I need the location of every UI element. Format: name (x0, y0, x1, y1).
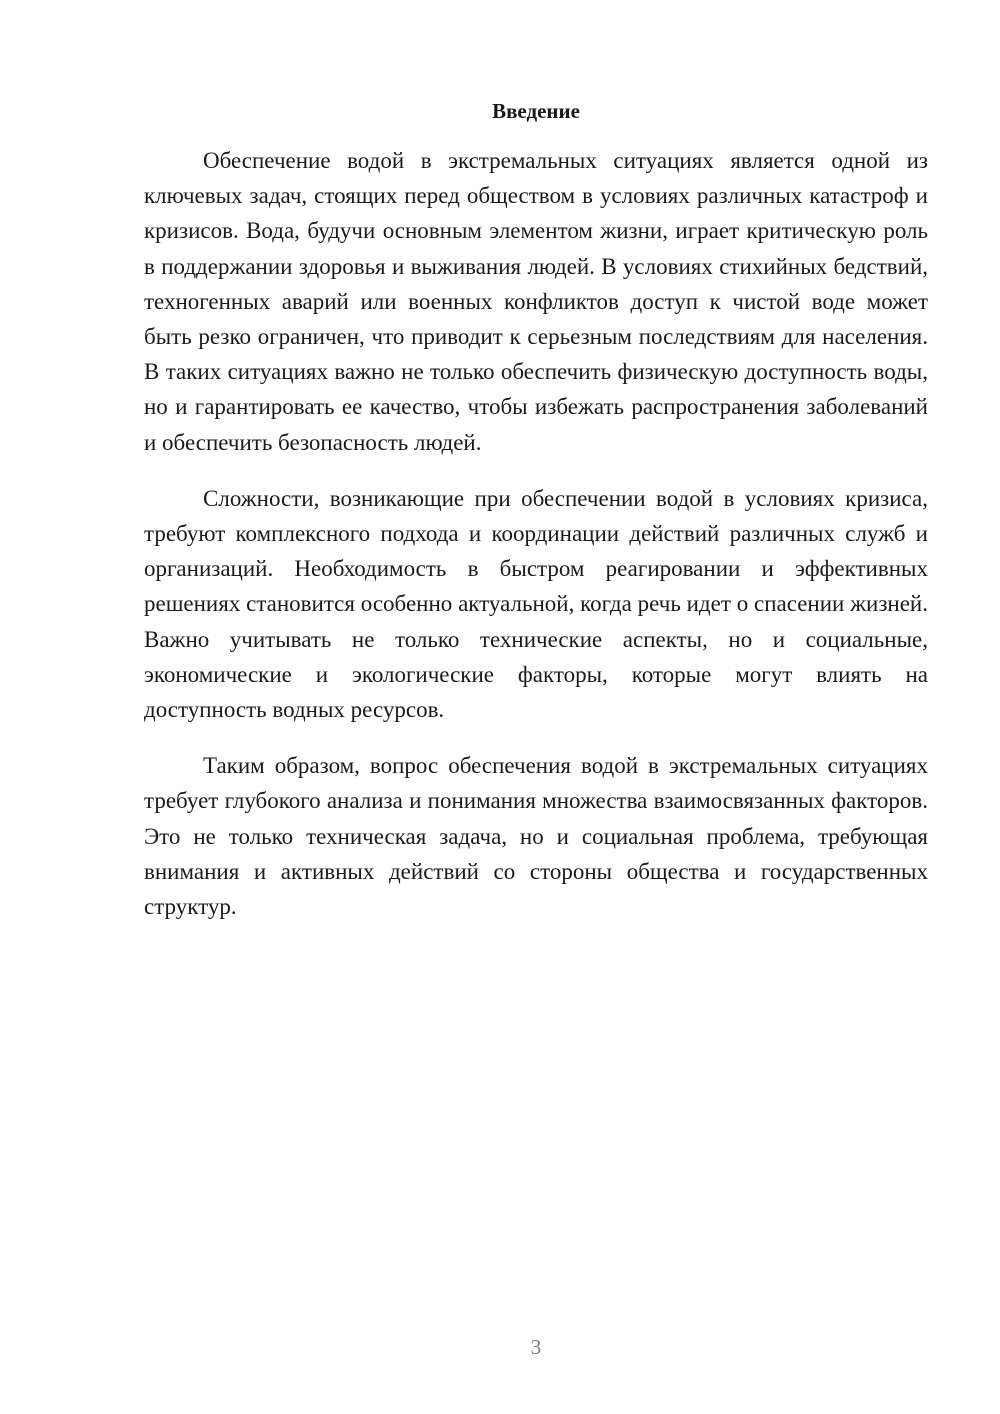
paragraph-2: Сложности, возникающие при обеспечении водой в условиях кризиса, требуют комплексного подхода и координации действий различных служб и организаций. Необходимость в быстром реагировании и эффективных решениях становится особенно актуальной, когда речь идет о спасении жизней. Важно учитывать не только технические аспекты, но и социальные, экономические и экологические факторы, которые могут влиять на доступность водных ресурсов. (144, 485, 928, 723)
section-heading: Введение (492, 99, 580, 123)
page-number: 3 (530, 1335, 542, 1359)
paragraph-3: Таким образом, вопрос обеспечения водой в экстремальных ситуациях требует глубокого анализа и понимания множества взаимосвязанных факторов. Это не только техническая задача, но и социальная проблема, требующая внимания и активных действий со стороны общества и государственных структур. (144, 753, 928, 920)
body-text (144, 143, 928, 924)
paragraph-1: Обеспечение водой в экстремальных ситуациях является одной из ключевых задач, стоящих перед обществом в условиях различных катастроф и кризисов. Вода, будучи основным элементом жизни, играет критическую роль в поддержании здоровья и выживания людей. В условиях стихийных бедствий, техногенных аварий или военных конфликтов доступ к чистой воде может быть резко ограничен, что приводит к серьезным последствиям для населения. В таких ситуациях важно не только обеспечить физическую доступность воды, но и гарантировать ее качество, чтобы избежать распространения заболеваний и обеспечить безопасность людей. (144, 148, 928, 455)
